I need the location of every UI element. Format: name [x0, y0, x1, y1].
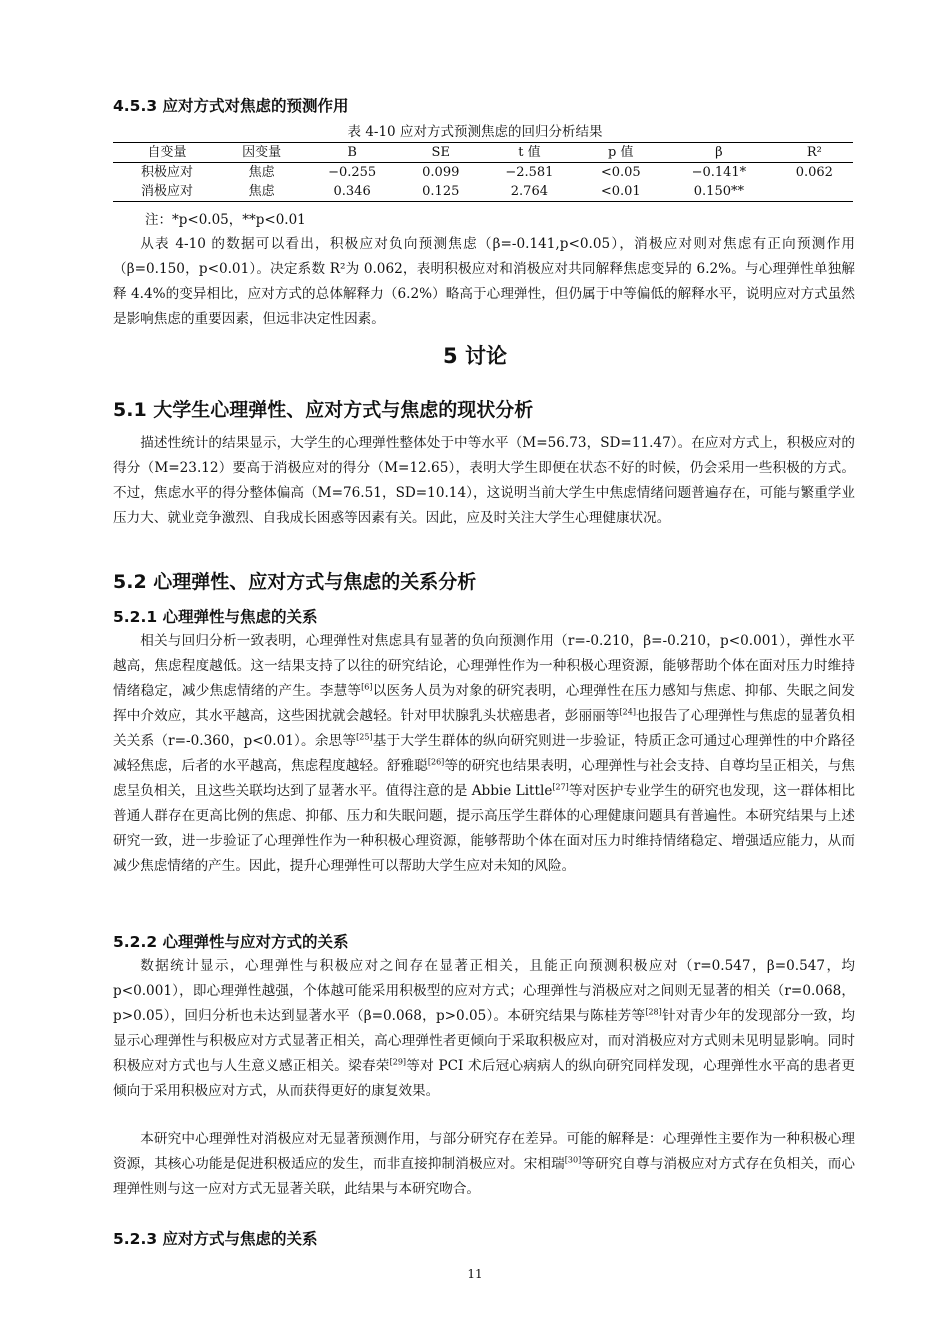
- table-cell: 0.099: [422, 165, 460, 180]
- text-run: 相关与回归分析一致表明，心理弹性对焦虑具有显著的负向预测作用（r=-0.210，β=-0.210，p<0.001），弹性水平越高，焦虑程度越低。这一结果支持了以往的研究结论，心理弹性作为一种积极心理资源，能够帮助个体在面对压力时维持情绪稳定，减少焦虑情绪的产生。李慧等: [113, 633, 855, 699]
- paragraph-5-2-2b: [113, 1127, 855, 1202]
- citation-ref: [6]: [361, 682, 373, 692]
- table-cell: 焦虑: [248, 165, 275, 180]
- col-header: 因变量: [221, 143, 302, 163]
- table-caption: 表 4-10 应对方式预测焦虑的回归分析结果: [347, 124, 603, 140]
- table-cell: 2.764: [479, 182, 579, 202]
- col-header: 自变量: [113, 143, 221, 163]
- paragraph-5-2-2a: [113, 954, 855, 1104]
- table-cell: 焦虑: [221, 182, 302, 202]
- col-header: t 值: [479, 143, 579, 163]
- text-run: 数据统计显示，心理弹性与积极应对之间存在显著正相关，且能正向预测积极应对（r=0.547，β=0.547，均 p<0.001），即心理弹性越强，个体越可能采用积极型的应对方式；心理弹性与消极应对之间则无显著的相关（r=0.068，p>0.05），回归分析也未达到显著水平（β=0.068，p>0.05）。本研究结果与陈桂芳等: [113, 958, 855, 1024]
- table-cell: 0.150**: [662, 182, 775, 202]
- table-cell: 0.346: [302, 182, 402, 202]
- section-heading-5-2: 5.2 心理弹性、应对方式与焦虑的关系分析: [113, 571, 477, 593]
- table-row: [113, 182, 853, 202]
- table-cell: −0.141*: [691, 165, 747, 180]
- table-note: 注：*p<0.05，**p<0.01: [145, 212, 306, 228]
- table-cell: 积极应对: [141, 165, 194, 180]
- text-run: 基于大学生群体的纵向研究则进一步验证，特质正念可通过心理弹性的中介路径减轻焦虑，后者的水平越高，焦虑程度越轻。舒雅聪: [113, 733, 855, 774]
- section-heading-5-1: 5.1 大学生心理弹性、应对方式与焦虑的现状分析: [113, 399, 534, 421]
- paragraph-5-2-1: [113, 629, 855, 879]
- text-run: 等对医护专业学生的研究也发现，这一群体相比普通人群存在更高比例的焦虑、抑郁、压力和失眠问题，提示高压学生群体的心理健康问题具有普遍性。本研究结果与上述研究一致，进一步验证了心理弹性作为一种积极心理资源，能够帮助个体在面对压力时维持情绪稳定、增强适应能力，从而减少焦虑情绪的产生。因此，提升心理弹性可以帮助大学生应对未知的风险。: [113, 783, 856, 874]
- col-header: R²: [776, 143, 853, 163]
- table-cell: <0.05: [600, 165, 641, 180]
- citation-ref: [27]: [552, 782, 569, 792]
- text-run: 针对青少年的发现部分一致，均显示心理弹性与积极应对方式显著正相关，高心理弹性者更倾向于采取积极应对，而对消极应对方式则未见明显影响。同时积极应对方式也与人生意义感正相关。梁春荣: [113, 1008, 855, 1074]
- table-cell: [776, 182, 853, 202]
- citation-ref: [25]: [356, 732, 373, 742]
- page-number: 11: [467, 1267, 483, 1281]
- table-cell: −2.581: [505, 165, 554, 180]
- paragraph-5-1: 描述性统计的结果显示，大学生的心理弹性整体处于中等水平（M=56.73，SD=11.47）。在应对方式上，积极应对的得分（M=23.12）要高于消极应对的得分（M=12.65），表明大学生即便在状态不好的时候，仍会采用一些积极的方式。不过，焦虑水平的得分整体偏高（M=76.51，SD=10.14），这说明当前大学生中焦虑情绪问题普遍存在，可能与繁重学业压力大、就业竞争激烈、自我成长困惑等因素有关。因此，应及时关注大学生心理健康状况。: [113, 435, 855, 526]
- text-run: 也报告了心理弹性与焦虑的显著负相关关系（r=-0.360，p<0.01）。余思等: [113, 708, 856, 749]
- citation-ref: [30]: [564, 1155, 582, 1165]
- section-heading-4-5-3: 4.5.3 应对方式对焦虑的预测作用: [113, 97, 349, 115]
- col-header: B: [302, 143, 402, 163]
- table-cell: −0.255: [328, 165, 377, 180]
- citation-ref: [26]: [427, 757, 445, 767]
- table-cell: 消极应对: [113, 182, 221, 202]
- table-row: [113, 163, 853, 183]
- regression-table: [113, 142, 853, 202]
- citation-ref: [29]: [389, 1057, 407, 1067]
- table-cell: 0.062: [795, 165, 833, 180]
- text-run: 本研究中心理弹性对消极应对无显著预测作用，与部分研究存在差异。可能的解释是：心理弹性主要作为一种积极心理资源，其核心功能是促进积极适应的发生，而非直接抑制消极应对。宋相瑞: [113, 1131, 855, 1172]
- text-run: 以医务人员为对象的研究表明，心理弹性在压力感知与焦虑、抑郁、失眠之间发挥中介效应，其水平越高，这些困扰就会越轻。针对甲状腺乳头状癌患者，彭丽丽等: [113, 683, 856, 724]
- paragraph-4-5-3: 从表 4-10 的数据可以看出，积极应对负向预测焦虑（β=-0.141,p<0.05），消极应对则对焦虑有正向预测作用（β=0.150，p<0.01）。决定系数 R²为 0.062，表明积极应对和消极应对共同解释焦虑变异的 6.2%。与心理弹性单独解释 4.4%的变异相比，应对方式的总体解释力（6.2%）略高于心理弹性，但仍属于中等偏低的解释水平，说明应对方式虽然是影响焦虑的重要因素，但远非决定性因素。: [113, 236, 855, 327]
- chapter-title: 5 讨论: [443, 344, 507, 368]
- text-run: 等研究自尊与消极应对方式存在负相关，而心理弹性则与这一应对方式无显著关联，此结果与本研究吻合。: [113, 1156, 856, 1197]
- table-cell: <0.01: [579, 182, 662, 202]
- col-header: β: [662, 143, 775, 163]
- col-header: p 值: [579, 143, 662, 163]
- col-header: SE: [402, 143, 479, 163]
- section-heading-5-2-1: 5.2.1 心理弹性与焦虑的关系: [113, 608, 318, 626]
- citation-ref: [24]: [619, 707, 636, 717]
- text-run: 等对 PCI 术后冠心病病人的纵向研究同样发现，心理弹性水平高的患者更倾向于采用积极应对方式，从而获得更好的康复效果。: [113, 1058, 856, 1099]
- section-heading-5-2-2: 5.2.2 心理弹性与应对方式的关系: [113, 933, 349, 951]
- section-heading-5-2-3: 5.2.3 应对方式与焦虑的关系: [113, 1230, 318, 1248]
- table-cell: 0.125: [402, 182, 479, 202]
- text-run: 等的研究也结果表明，心理弹性与社会支持、自尊均呈正相关，与焦虑呈负相关，且这些关联均达到了显著水平。值得注意的是 Abbie Little: [113, 758, 855, 799]
- citation-ref: [28]: [645, 1007, 662, 1017]
- table-header-row: [113, 143, 853, 163]
